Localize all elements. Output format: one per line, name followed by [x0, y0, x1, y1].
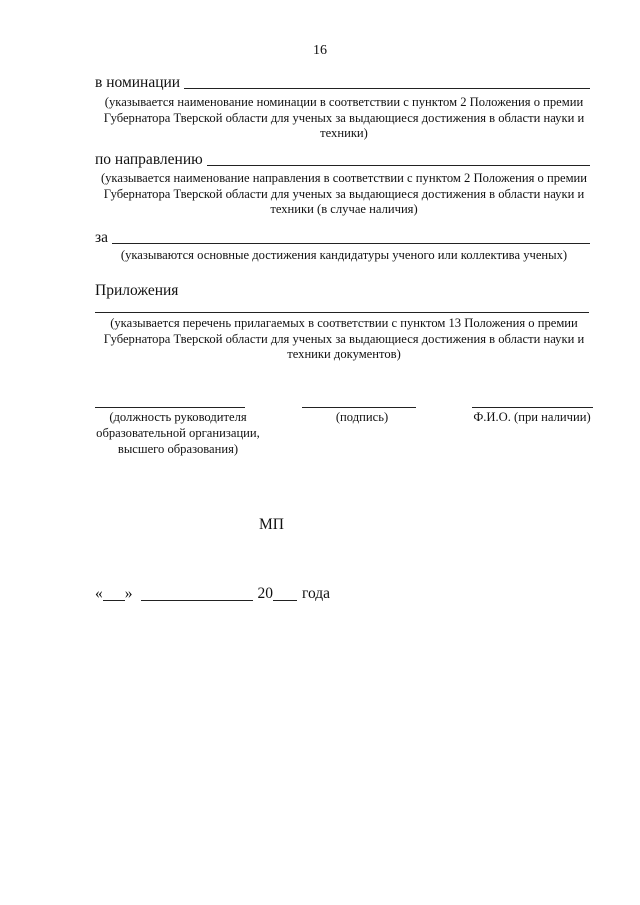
- nomination-field: [95, 74, 590, 92]
- name-fill-line[interactable]: [472, 407, 593, 408]
- date-close-quote: »: [124, 585, 133, 602]
- stamp-mark: МП: [259, 516, 284, 533]
- direction-field: [95, 151, 590, 169]
- direction-hint: (указывается наименование направления в соответствии с пунктом 2 Положения о премии Губернатора Тверской области для ученых за выдающиеся достижения в области науки и техники (в случае наличия): [100, 171, 588, 216]
- achievements-label: за: [95, 229, 109, 246]
- nomination-fill-line[interactable]: [184, 88, 590, 89]
- attachments-hint: (указывается перечень прилагаемых в соответствии с пунктом 13 Положения о премии Губернатора Тверской области для ученых за выдающиеся достижения в области науки и техники документов): [103, 316, 585, 361]
- nomination-label: в номинации: [95, 74, 181, 91]
- month-fill-line[interactable]: [141, 586, 253, 601]
- year-suffix: года: [302, 585, 331, 602]
- page-number: 16: [313, 43, 327, 58]
- achievements-fill-line[interactable]: [112, 243, 590, 244]
- position-caption: (должность руководителя образовательной организации, высшего образования): [96, 410, 260, 456]
- signature-caption: (подпись): [335, 410, 389, 424]
- date-open-quote: «: [95, 585, 103, 602]
- year-fill-line[interactable]: [273, 586, 297, 601]
- nomination-hint: (указывается наименование номинации в соответствии с пунктом 2 Положения о премии Губернатора Тверской области для ученых за выдающиеся достижения в области науки и техники): [103, 95, 585, 140]
- date-field: [95, 585, 330, 603]
- name-caption: Ф.И.О. (при наличии): [473, 410, 591, 424]
- signature-fill-line[interactable]: [302, 407, 416, 408]
- achievements-field: [95, 229, 590, 247]
- direction-fill-line[interactable]: [207, 165, 590, 166]
- attachments-fill-line[interactable]: [95, 312, 589, 313]
- year-prefix: 20: [257, 585, 273, 602]
- attachments-title: Приложения: [95, 282, 179, 299]
- achievements-hint: (указываются основные достижения кандидатуры ученого или коллектива ученых): [120, 248, 568, 262]
- direction-label: по направлению: [95, 151, 203, 168]
- position-fill-line[interactable]: [95, 407, 245, 408]
- day-fill-line[interactable]: [103, 586, 125, 601]
